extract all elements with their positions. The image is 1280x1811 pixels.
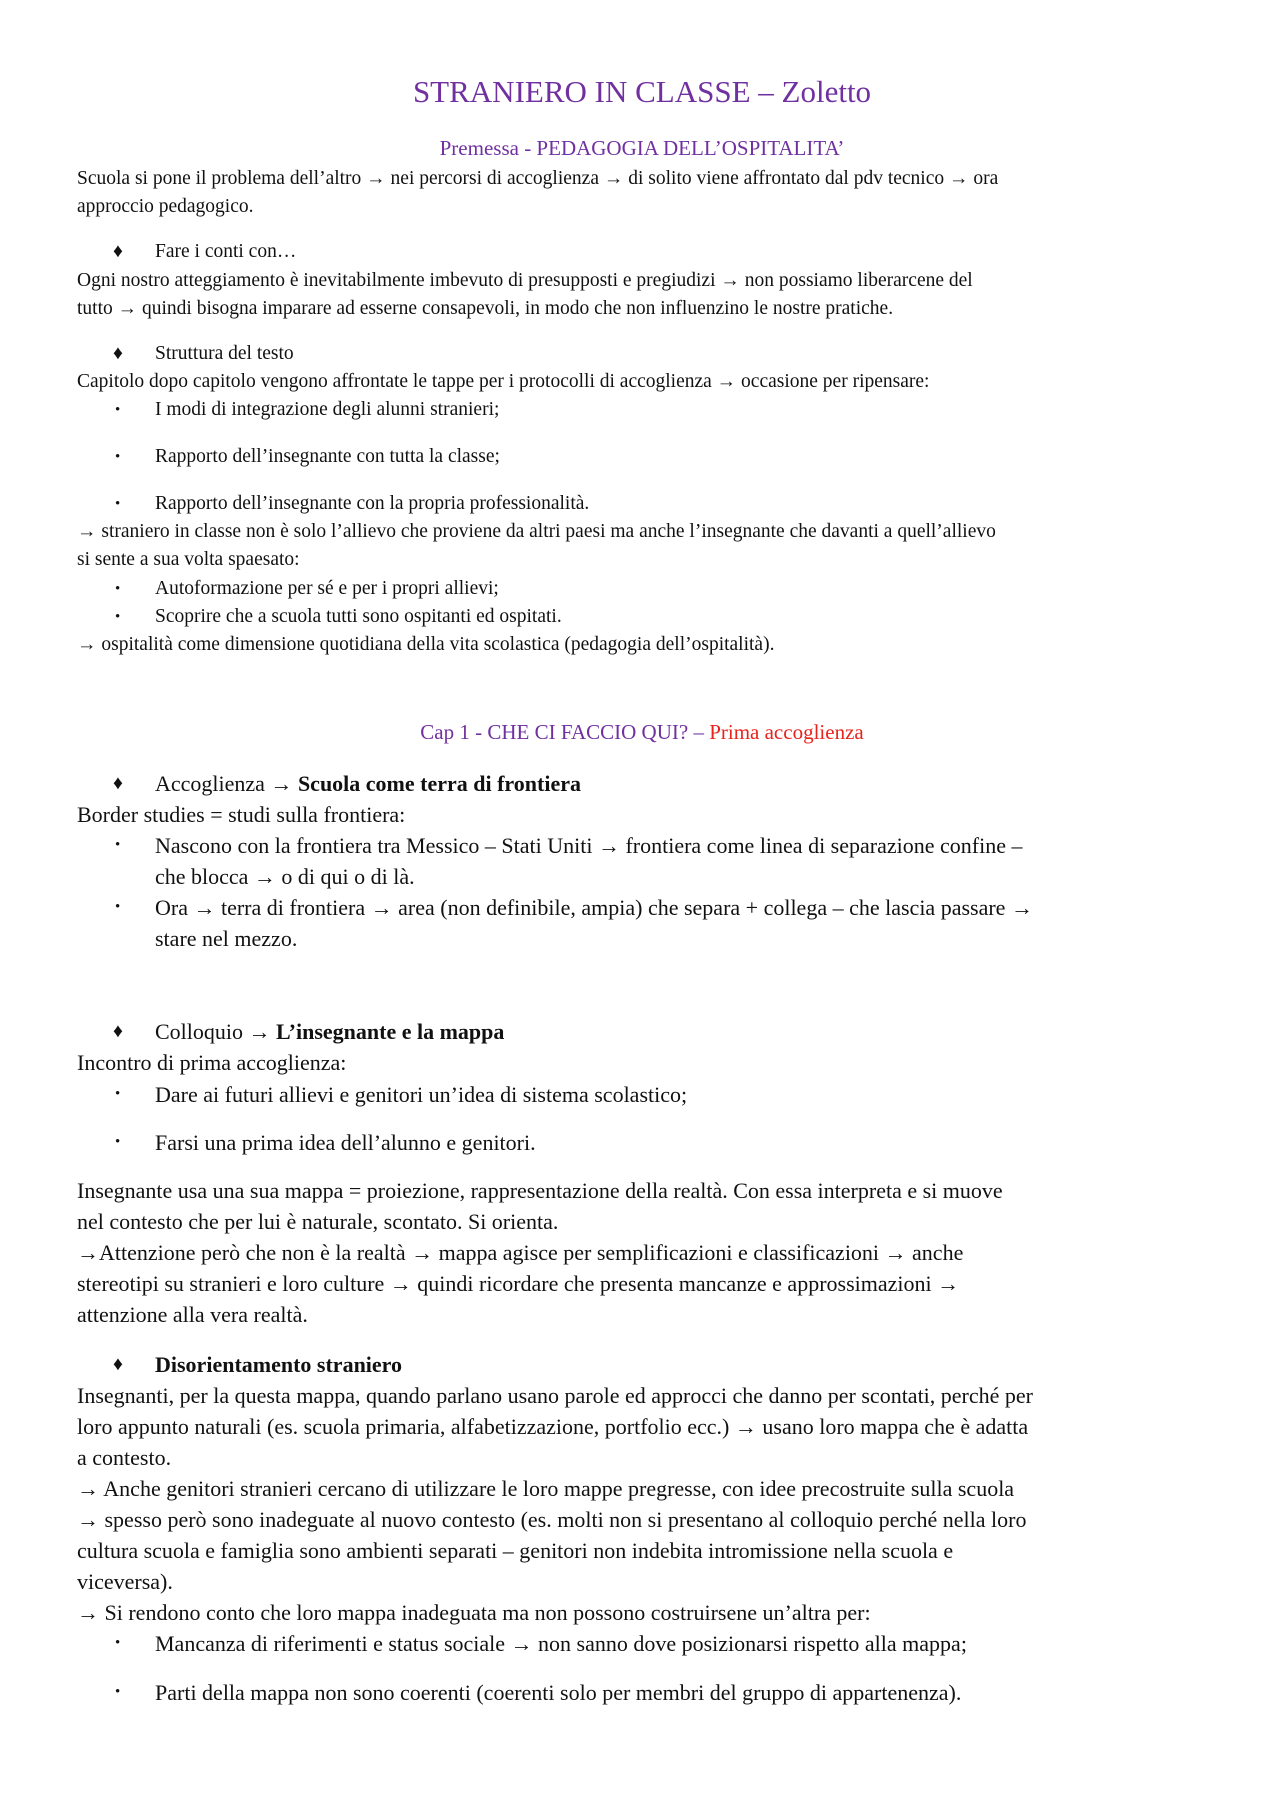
cap1-heading: Cap 1 - CHE CI FACCIO QUI? – Prima accoglienza xyxy=(420,720,864,744)
dot-bullet-icon: • xyxy=(115,1684,121,1700)
diamond-bullet-icon: ♦ xyxy=(113,1354,123,1375)
paragraph: → ospitalità come dimensione quotidiana della vita scolastica (pedagogia dell’ospitalità). xyxy=(77,634,775,655)
dot-bullet-icon: • xyxy=(115,609,121,625)
paragraph xyxy=(77,1380,1207,1628)
text-line: nel contesto che per lui è naturale, scontato. Si orienta. xyxy=(77,1209,559,1234)
document-title: STRANIERO IN CLASSE – Zoletto xyxy=(412,74,872,109)
diamond-bullet-icon: ♦ xyxy=(113,241,123,262)
paragraph xyxy=(77,518,1207,574)
dot-bullet-icon: • xyxy=(115,1086,121,1102)
text-line: → Si rendono conto che loro mappa inadeguata ma non possono costruirsene un’altra per: xyxy=(77,1600,871,1625)
text-line: tutto → quindi bisogna imparare ad esserne consapevoli, in modo che non influenzino le nostre pratiche. xyxy=(77,298,894,319)
text-line: stereotipi su stranieri e loro culture → quindi ricordare che presenta mancanze e approssimazioni → xyxy=(77,1271,960,1296)
premessa-heading: Premessa - PEDAGOGIA DELL’OSPITALITA’ xyxy=(439,136,845,160)
paragraph: Border studies = studi sulla frontiera: xyxy=(77,802,406,827)
dot-bullet-icon: • xyxy=(115,449,121,465)
dot-bullet-icon: • xyxy=(115,1134,121,1150)
text-line: a contesto. xyxy=(77,1445,172,1470)
text-line: viceversa). xyxy=(77,1569,173,1594)
text-line: cultura scuola e famiglia sono ambienti separati – genitori non indebita intromissione nella scuola e xyxy=(77,1538,954,1563)
text-line: si sente a sua volta spaesato: xyxy=(77,549,300,570)
text-line: Insegnanti, per la questa mappa, quando parlano usano parole ed approcci che danno per scontati, perché per xyxy=(77,1383,1034,1408)
diamond-bullet-icon: ♦ xyxy=(113,773,123,794)
text-line: loro appunto naturali (es. scuola primaria, alfabetizzazione, portfolio ecc.) → usano loro mappa che è adatta xyxy=(77,1414,1029,1439)
text-line: approccio pedagogico. xyxy=(77,196,254,217)
diamond-bullet-icon: ♦ xyxy=(113,1021,123,1042)
dot-bullet-icon: • xyxy=(115,1635,121,1651)
text-line: Ogni nostro atteggiamento è inevitabilmente imbevuto di presupposti e pregiudizi → non possiamo liberarcene del xyxy=(77,270,973,291)
dot-bullet-icon: • xyxy=(115,496,121,512)
dot-bullet-icon: • xyxy=(115,581,121,597)
paragraph: Capitolo dopo capitolo vengono affrontate le tappe per i protocolli di accoglienza → occasione per ripensare: xyxy=(77,371,930,392)
paragraph: Incontro di prima accoglienza: xyxy=(77,1050,347,1075)
text-line: Insegnante usa una sua mappa = proiezione, rappresentazione della realtà. Con essa interpreta e si muove xyxy=(77,1178,1003,1203)
text-line: → spesso però sono inadeguate al nuovo contesto (es. molti non si presentano al colloquio perché nella loro xyxy=(77,1507,1027,1532)
dot-bullet-icon: • xyxy=(115,837,121,853)
text-line: →Attenzione però che non è la realtà → mappa agisce per semplificazioni e classificazioni → anche xyxy=(77,1240,964,1265)
text-line: attenzione alla vera realtà. xyxy=(77,1302,308,1327)
dot-bullet-icon: • xyxy=(115,899,121,915)
text-line: → Anche genitori stranieri cercano di utilizzare le loro mappe pregresse, con idee precostruite sulla scuola xyxy=(77,1476,1015,1501)
text-line: Scuola si pone il problema dell’altro → nei percorsi di accoglienza → di solito viene affrontato dal pdv tecnico → ora xyxy=(77,168,999,189)
paragraph xyxy=(77,267,1207,323)
diamond-bullet-icon: ♦ xyxy=(113,343,123,364)
text-line: → straniero in classe non è solo l’allievo che proviene da altri paesi ma anche l’insegnante che davanti a quell’allievo xyxy=(77,521,996,542)
dot-bullet-icon: • xyxy=(115,402,121,418)
paragraph xyxy=(77,165,1207,221)
paragraph xyxy=(77,1175,1207,1330)
cap1-heading-highlight: Prima accoglienza xyxy=(709,720,864,744)
